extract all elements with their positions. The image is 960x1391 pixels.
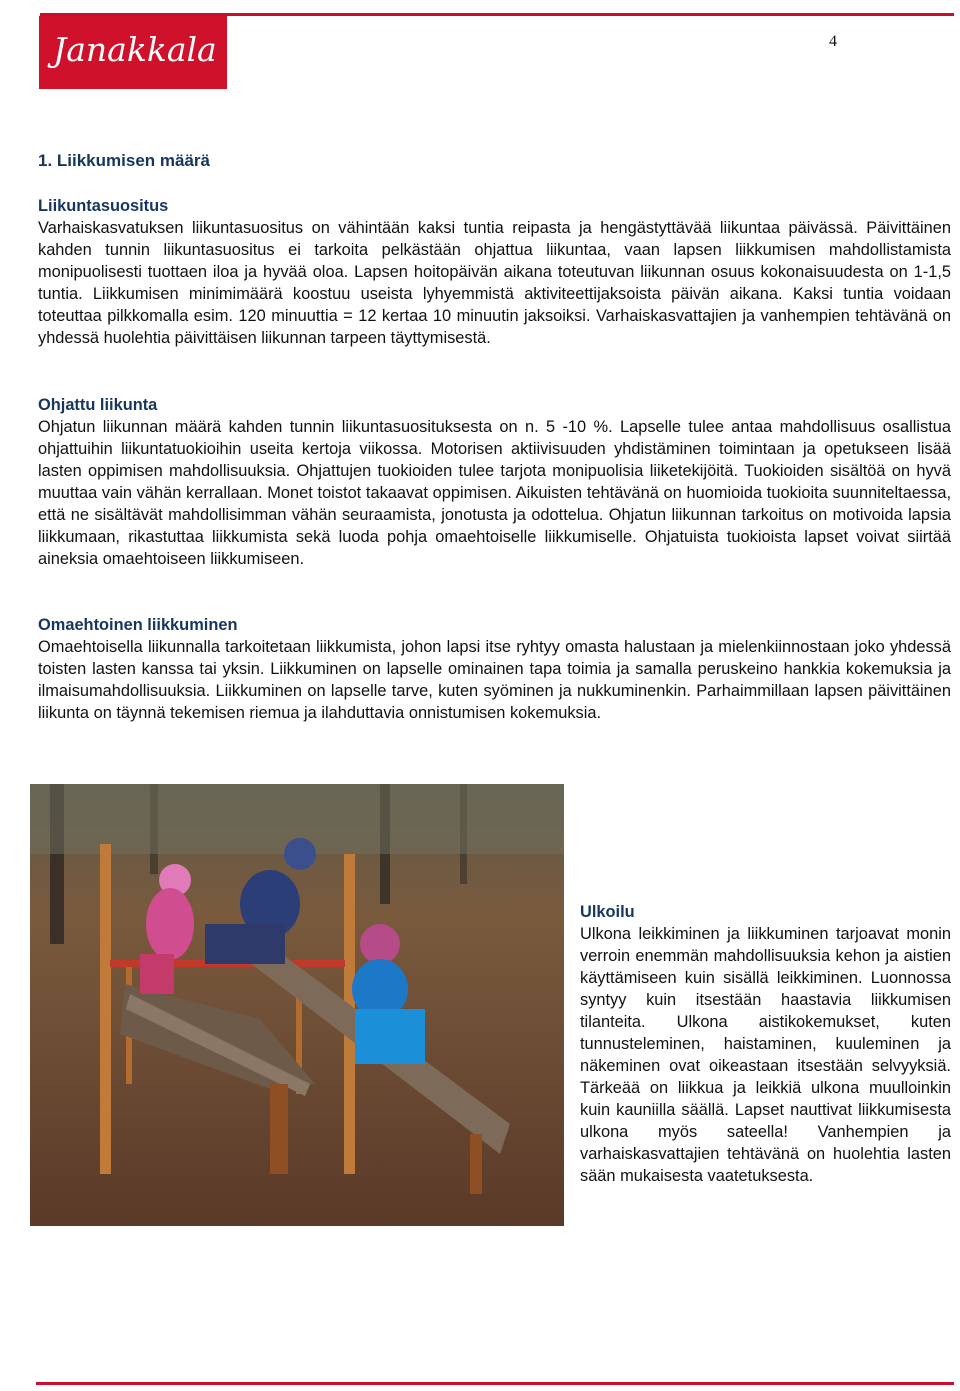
- side-section-ulkoilu: [580, 901, 951, 1187]
- section-heading: Ohjattu liikunta: [38, 396, 158, 414]
- side-heading: Ulkoilu: [580, 903, 635, 921]
- section-body: Ohjatun liikunnan määrä kahden tunnin liikuntasuosituksesta on n. 5 -10 %. Lapselle tulee antaa mahdollisuus osallistua ohjattuihin liikuntatuokioihin useita kertoja viikossa. Motorisen aktiivisuuden yhdistäminen toimintaan ja opetukseen lisää lasten oppimisen mahdollisuuksia. Ohjattujen tuokioiden tulee tarjota monipuolisia liiketekijöitä. Tuokioiden sisältöä on hyvä muuttaa vain vähän kerrallaan. Monet toistot takaavat oppimisen. Aikuisten tehtävänä on huomioida tuokioita suunniteltaessa, että ne sisältävät mahdollisimman vähän seuraamista, jonotusta ja odottelua. Ohjatun liikunnan tarkoitus on motivoida lapsia liikkumaan, rikastuttaa liikkumista sekä luoda pohja omaehtoiselle liikkumiselle. Ohjatuista tuokioista lapset voivat siirtää aineksia omaehtoiseen liikkumiseen.: [38, 418, 951, 568]
- section-heading: Liikuntasuositus: [38, 197, 169, 215]
- section-ohjattu-liikunta: [38, 394, 951, 570]
- section-omaehtoinen-liikkuminen: [38, 614, 951, 724]
- page-number: 4: [829, 33, 837, 50]
- section-liikuntasuositus: [38, 195, 951, 349]
- section-heading: Omaehtoinen liikkuminen: [38, 616, 238, 634]
- logo-wordmark: Janakkala: [53, 30, 217, 69]
- section-body: Omaehtoisella liikunnalla tarkoitetaan liikkumista, johon lapsi itse ryhtyy omasta halustaan ja mielenkiinnostaan joko yhdessä toisten lasten kanssa tai yksin. Liikkuminen on lapselle ominainen tapa toimia ja samalla peruskeino hankkia kokemuksia ja ilmaisumahdollisuuksia. Liikkuminen on lapselle tarve, kuten syöminen ja nukkuminenkin. Parhaimmillaan lapsen päivittäinen liikunta on täynnä tekemisen riemua ja ilahduttavia onnistumisen kokemuksia.: [38, 638, 951, 722]
- children-playing-photo: [30, 784, 564, 1226]
- section-title: 1. Liikkumisen määrä: [38, 151, 210, 170]
- janakkala-logo: [39, 16, 227, 89]
- side-body: Ulkona leikkiminen ja liikkuminen tarjoavat monin verroin enemmän mahdollisuuksia kehon ja aistien käyttämiseen kuin sisällä leikkiminen. Luonnossa syntyy kuin itsestään haastavia liikkumisen tilanteita. Ulkona aistikokemukset, kuten tunnusteleminen, haistaminen, kuuleminen ja näkeminen ovat oikeastaan itsestään selvyyksiä. Tärkeää on liikkua ja leikkiä ulkona muulloinkin kuin kauniilla säällä. Lapset nauttivat liikkumisesta ulkona myös sateella! Vanhempien ja varhaiskasvattajien tehtävänä on huolehtia lasten sään mukaisesta vaatetuksesta.: [580, 925, 951, 1185]
- footer-rule: [36, 1382, 954, 1385]
- section-body: Varhaiskasvatuksen liikuntasuositus on vähintään kaksi tuntia reipasta ja hengästyttävää liikuntaa päivässä. Päivittäinen kahden tunnin liikuntasuositus ei tarkoita pelkästään ohjattua liikuntaa, vaan lapsen liikkumisen mahdollistamista monipuolisesti tuottaen iloa ja hyvää oloa. Lapsen hoitopäivän aikana toteutuvan liikunnan osuus kokonaisuudesta on 1-1,5 tuntia. Liikkumisen minimimäärä koostuu useista lyhyemmistä aktiviteettijaksoista päivän aikana. Kaksi tuntia voidaan toteuttaa pilkkomalla esim. 120 minuuttia = 12 kertaa 10 minuutin jaksoiksi. Varhaiskasvattajien ja vanhempien tehtävänä on yhdessä huolehtia päivittäisen liikunnan tarpeen täyttymisestä.: [38, 219, 951, 347]
- logo-graphic: [39, 16, 227, 89]
